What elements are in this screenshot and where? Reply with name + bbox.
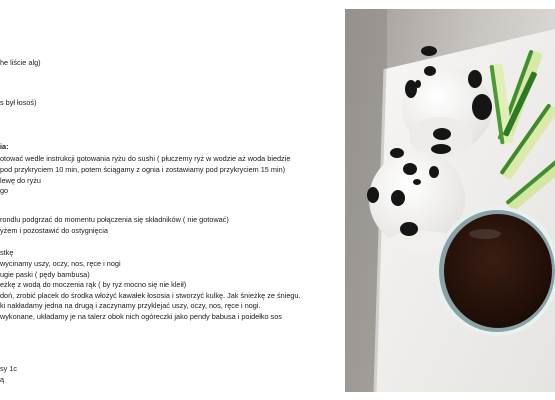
step-line: wykonane, układamy je na talerz obok nich ogóreczki jako pendy babusa i poidełko sos	[0, 312, 282, 321]
panda-onigiri-photo	[345, 9, 555, 392]
footer-line: ą	[0, 375, 5, 384]
step-line: rondlu podgrzać do momentu połączenia się składników ( nie gotować)	[0, 215, 229, 224]
section-heading: ia:	[0, 142, 9, 151]
soy-sauce-bowl	[435, 206, 555, 336]
step-line: ki nakładamy jedna na drugą i zaczynamy przyklejać uszy, oczy, nos, ręce i nogi.	[0, 301, 261, 310]
step-line: lewę do ryżu	[0, 176, 41, 185]
step-line: otować wedle instrukcji gotowania ryżu do sushi ( płuczemy ryż w wodzie aż woda biedzie	[0, 154, 291, 163]
footer-line: sy 1c	[0, 364, 18, 373]
ingredient-line-nori: he liście alg)	[0, 58, 41, 67]
step-line: eżkę z wodą do moczenia rąk ( by ryż mocno się nie kleił)	[0, 280, 187, 289]
step-line: wycinamy uszy, oczy, nos, ręce i nogi	[0, 259, 121, 268]
step-line: ugie paski ( pędy bambusa)	[0, 270, 90, 279]
step-line: pod przykryciem 10 min, potem ściągamy z ognia i zostawiamy pod przykryciem 15 min)	[0, 165, 286, 174]
step-line: stkę	[0, 248, 14, 257]
step-line: yżem i pozostawić do ostygnięcia	[0, 226, 108, 235]
step-line: doń, zrobić placek do środka włożyć kawałek łososia i stworzyć kulkę. Jak śnieżkę ze śniegu.	[0, 291, 301, 300]
ingredient-line-salmon: s był łosoś)	[0, 98, 37, 107]
step-line: go	[0, 186, 9, 195]
